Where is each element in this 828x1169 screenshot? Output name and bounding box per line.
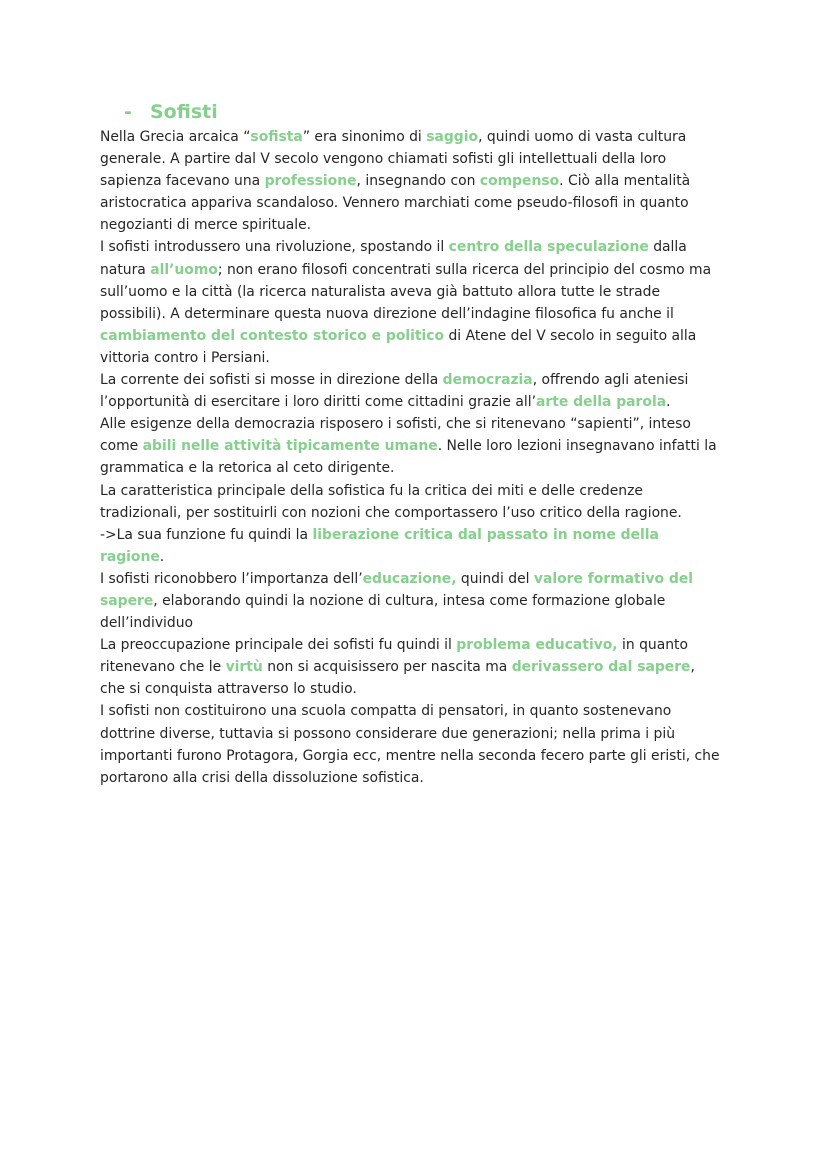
document-body bbox=[100, 126, 724, 789]
paragraph-text: I sofisti riconobbero l’importanza dell’ bbox=[100, 570, 363, 587]
highlighted-term: abili nelle attività tipicamente umane bbox=[142, 438, 438, 455]
section-heading bbox=[124, 99, 218, 125]
paragraph-text: I sofisti non costituirono una scuola compatta di pensatori, in quanto sostenevano dottrine diverse, tuttavia si possono considerare due generazioni; nella prima i più importanti furono Protagora, Gorgia ecc, mentre nella seconda fecero parte gli eristi, che portarono alla crisi della dissoluzione sofistica. bbox=[100, 703, 720, 786]
highlighted-term: democrazia bbox=[442, 372, 533, 389]
paragraph bbox=[100, 700, 724, 788]
heading-bullet: - bbox=[124, 101, 132, 123]
paragraph-text: Nella Grecia arcaica “ bbox=[100, 129, 251, 145]
heading-title: Sofisti bbox=[150, 101, 218, 123]
paragraph-text: La preoccupazione principale dei sofisti fu quindi il bbox=[100, 637, 457, 654]
paragraph-text: , elaborando quindi la nozione di cultura, intesa come formazione globale dell’individuo bbox=[100, 592, 666, 632]
highlighted-term: valore formativo del sapere bbox=[100, 570, 694, 609]
paragraph-text: I sofisti introdussero una rivoluzione, spostando il bbox=[100, 239, 449, 256]
highlighted-term: educazione, bbox=[362, 570, 457, 587]
paragraph bbox=[100, 369, 724, 413]
highlighted-term: derivassero dal sapere bbox=[511, 659, 691, 676]
paragraph bbox=[100, 634, 724, 700]
paragraph-text: ; non erano filosofi concentrati sulla ricerca del principio del cosmo ma sull’uomo e la città (la ricerca naturalista aveva già battuto allora tutte le strade possibili). A determinare questa nuova direzione dell’indagine filosofica fu anche il bbox=[100, 261, 712, 322]
paragraph-text: La corrente dei sofisti si mosse in direzione della bbox=[100, 372, 443, 389]
highlighted-term: cambiamento del contesto storico e politico bbox=[100, 327, 445, 344]
highlighted-term: virtù bbox=[225, 659, 263, 676]
paragraph-text: non si acquisissero per nascita ma bbox=[262, 659, 512, 676]
paragraph-text: . bbox=[159, 548, 165, 565]
highlighted-term: saggio bbox=[426, 129, 479, 145]
paragraph-text: ” era sinonimo di bbox=[302, 129, 427, 145]
paragraph-text: Alle esigenze della democrazia risposero i sofisti, che si ritenevano “sapienti”, inteso come bbox=[100, 416, 691, 455]
paragraph bbox=[100, 236, 724, 369]
paragraph bbox=[100, 413, 724, 479]
highlighted-term: problema educativo, bbox=[456, 637, 618, 654]
highlighted-term: sofista bbox=[250, 129, 303, 145]
highlighted-term: centro della speculazione bbox=[448, 239, 649, 256]
paragraph-text: ->La sua funzione fu quindi la bbox=[100, 526, 313, 543]
paragraph-text: dalla natura bbox=[100, 239, 687, 278]
paragraph-text: di Atene del V secolo in seguito alla vittoria contro i Persiani. bbox=[100, 327, 697, 366]
highlighted-term: liberazione critica dal passato in nome della ragione bbox=[100, 526, 659, 565]
highlighted-term: all’uomo bbox=[150, 261, 218, 278]
paragraph bbox=[100, 480, 724, 524]
highlighted-term: arte della parola bbox=[536, 394, 667, 411]
paragraph-text: La caratteristica principale della sofistica fu la critica dei miti e delle credenze tradizionali, per sostituirli con nozioni che comportassero l’uso critico della ragione. bbox=[100, 482, 682, 521]
paragraph-text: quindi del bbox=[456, 570, 534, 587]
paragraph-text: , che si conquista attraverso lo studio. bbox=[100, 659, 695, 698]
paragraph-text: . Nelle loro lezioni insegnavano infatti la grammatica e la retorica al ceto dirigente. bbox=[100, 438, 717, 477]
paragraph-text: . Ciò alla mentalità aristocratica appariva scandaloso. Vennero marchiati come pseudo-filosofi in quanto negozianti di merce spirituale. bbox=[100, 173, 691, 234]
paragraph bbox=[100, 568, 724, 634]
paragraph-text: in quanto ritenevano che le bbox=[100, 637, 688, 676]
highlighted-term: compenso bbox=[479, 173, 560, 190]
highlighted-term: professione bbox=[264, 173, 357, 190]
paragraph bbox=[100, 126, 724, 236]
paragraph-text: . bbox=[666, 394, 671, 411]
paragraph-text: , insegnando con bbox=[356, 173, 480, 190]
paragraph-text: , offrendo agli ateniesi l’opportunità di esercitare i loro diritti come cittadini grazie all’ bbox=[100, 372, 689, 411]
paragraph-text: , quindi uomo di vasta cultura generale. A partire dal V secolo vengono chiamati sofisti gli intellettuali della loro sapienza facevano una bbox=[100, 129, 687, 190]
paragraph bbox=[100, 524, 724, 568]
